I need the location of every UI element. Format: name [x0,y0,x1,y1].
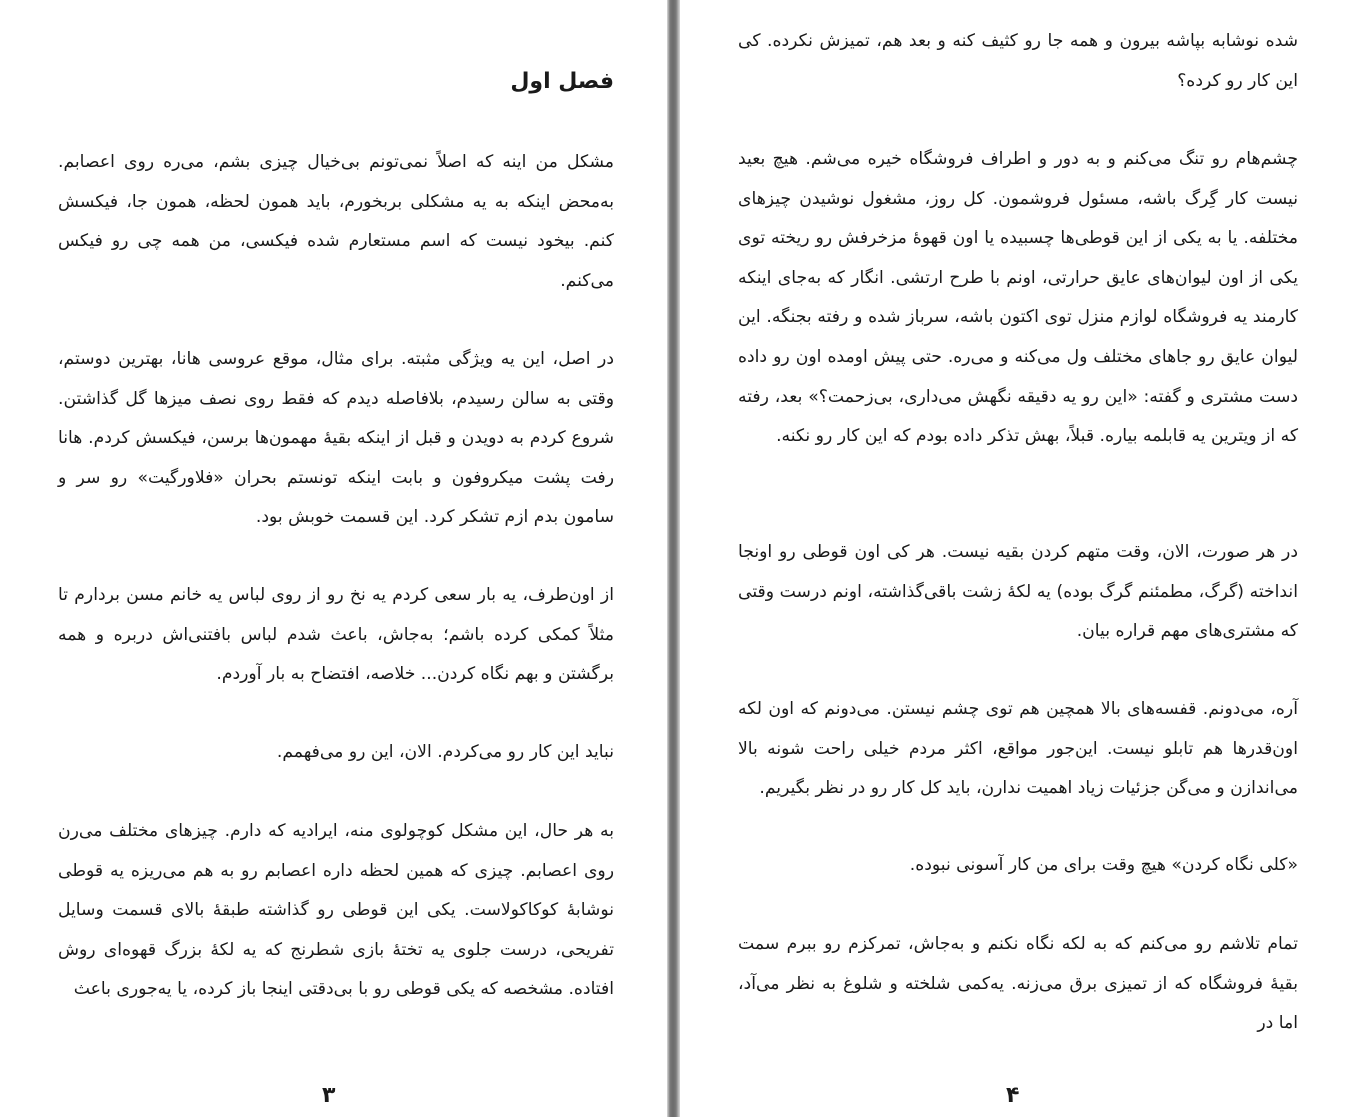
paragraph-text: به هر حال، این مشکل کوچولوی منه، ایرادیه که دارم. چیزهای مختلف می‌رن روی اعصابم. چیزی که همین لحظه داره اعصابم رو به هم می‌ریزه یه قوطی نوشابهٔ کوکاکولاست. یکی این قوطی رو گذاشته طبقهٔ بالای قسمت وسایل تفریحی، درست جلوی یه تختهٔ بازی شطرنج که یه لکهٔ بزرگ قهوه‌ای روش افتاده. مشخصه که یکی قوطی رو با بی‌دقتی اینجا باز کرده، یا یه‌جوری باعث [58,821,614,1000]
paragraph-text: «کلی نگاه کردن» هیچ وقت برای من کار آسونی نبوده. [909,855,1298,875]
paragraph-text: نباید این کار رو می‌کردم. الان، این رو می‌فهمم. [276,742,614,762]
paragraph-text: مشکل من اینه که اصلاً نمی‌تونم بی‌خیال چیزی بشم، می‌ره روی اعصابم. به‌محض اینکه به یه مشکلی بربخورم، باید همون لحظه، همون جا، فیکسش کنم. بیخود نیست که اسم مستعارم شده فیکسی، من همه چی رو فیکس می‌کنم. [58,152,614,291]
left-paragraph-1 [58,143,614,301]
right-paragraph-4 [738,690,1298,809]
paragraph-text: آره، می‌دونم. قفسه‌های بالا همچین هم توی چشم نیستن. می‌دونم که اون لکه اون‌قدرها هم تابلو نیست. این‌جور مواقع، اکثر مردم خیلی راحت شونه بالا می‌اندازن و می‌گن جزئیات زیاد اهمیت ندارن، باید کل کار رو در نظر بگیریم. [738,699,1298,799]
right-paragraph-5 [738,846,1298,886]
chapter-title: فصل اول [510,69,614,94]
left-paragraph-2 [58,340,614,538]
left-paragraph-3 [58,576,614,695]
paragraph-text: از اون‌طرف، یه بار سعی کردم یه نخ رو از روی لباس یه خانم مسن بردارم تا مثلاً کمکی کرده باشم؛ به‌جاش، باعث شدم لباس بافتنی‌اش دربره و همه برگشتن و بهم نگاه کردن... خلاصه، افتضاح به بار آوردم. [58,585,614,685]
paragraph-text: در اصل، این یه ویژگی مثبته. برای مثال، موقع عروسی هانا، بهترین دوستم، وقتی به سالن رسیدم، بلافاصله دیدم که فقط روی نصف میزها گل گذاشتن. شروع کردم به دویدن و قبل از اینکه بقیهٔ مهمون‌ها برسن، فیکسش کردم. هانا رفت پشت میکروفون و بابت اینکه تونستم بحران «فلاورگیت» رو سر و سامون بدم ازم تشکر کرد. این قسمت خوبش بود. [58,349,614,528]
paragraph-text: در هر صورت، الان، وقت متهم کردن بقیه نیست. هر کی اون قوطی رو اونجا انداخته (گرگ، مطمئنم گرگ بوده) یه لکهٔ زشت باقی‌گذاشته، اونم درست وقتی که مشتری‌های مهم قراره بیان. [738,542,1298,642]
book-gutter [667,0,680,1117]
page-number: ۳ [322,1083,336,1108]
right-paragraph-6 [738,925,1298,1044]
left-page [0,0,667,1117]
right-paragraph-2 [738,140,1298,457]
paragraph-text: تمام تلاشم رو می‌کنم که به لکه نگاه نکنم و به‌جاش، تمرکزم رو ببرم سمت بقیهٔ فروشگاه که از تمیزی برق می‌زنه. یه‌کمی شلخته و شلوغ به نظر می‌آد، اما در [738,934,1298,1034]
right-page [680,0,1353,1117]
left-paragraph-4 [58,733,614,773]
page-number: ۴ [1006,1083,1020,1108]
paragraph-text: چشم‌هام رو تنگ می‌کنم و به دور و اطراف فروشگاه خیره می‌شم. هیچ بعید نیست کار گِرگ باشه، مسئول فروشمون. کل روز، مشغول نوشیدن چیزهای مختلفه. یا به یکی از این قوطی‌ها چسبیده یا اون قهوهٔ مزخرفش رو ریخته توی یکی از اون لیوان‌های عایق حرارتی، اونم با طرح ارتشی. انگار که به‌جای اینکه کارمند یه فروشگاه لوازم منزل توی اکتون باشه، سرباز شده و رفته بجنگه. این لیوان عایق رو جاهای مختلف ول می‌کنه و می‌ره. حتی پیش اومده اون رو داده دست مشتری و گفته: «این رو یه دقیقه نگهش می‌داری، بی‌زحمت؟» بعد، رفته که از ویترین یه قابلمه بیاره. قبلاً، بهش تذکر داده بودم که این کار رو نکنه. [738,149,1298,447]
right-paragraph-1 [738,22,1298,101]
left-paragraph-5 [58,812,614,1010]
right-paragraph-3 [738,533,1298,652]
paragraph-text: شده نوشابه بپاشه بیرون و همه جا رو کثیف کنه و بعد هم، تمیزش نکرده. کی این کار رو کرده؟ [738,31,1298,91]
